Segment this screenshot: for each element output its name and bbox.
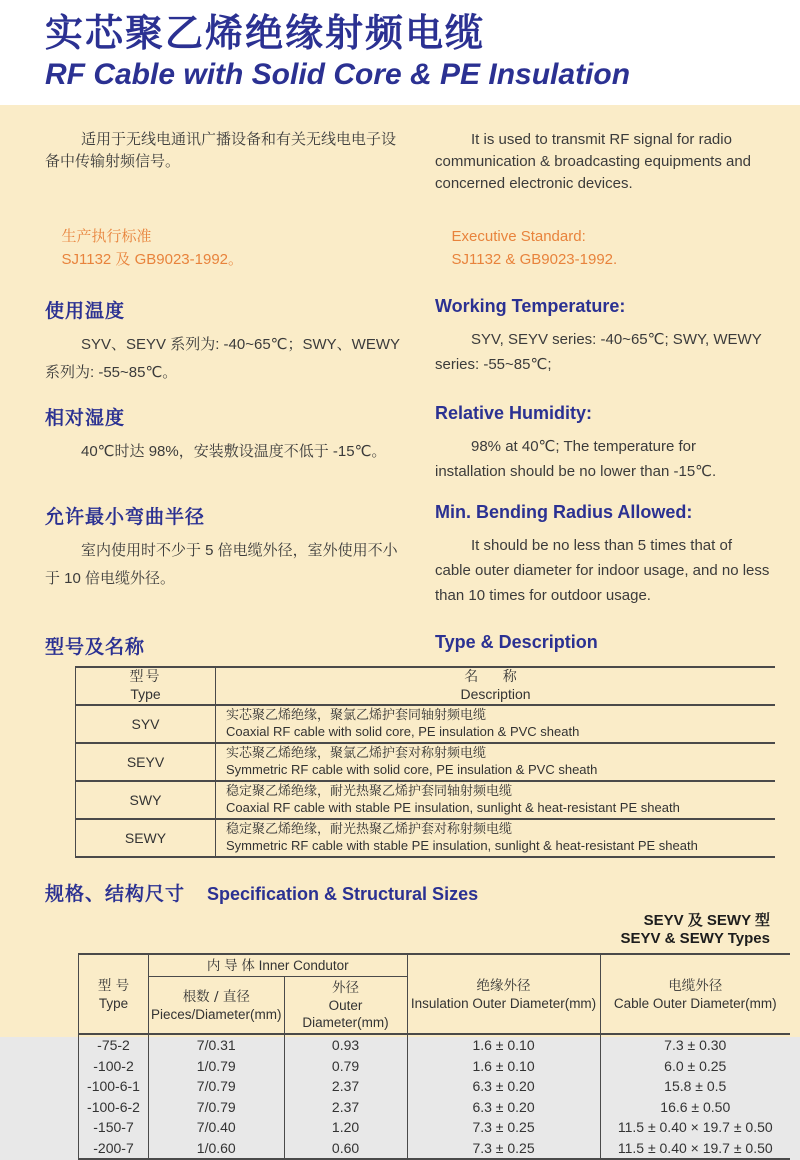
spec-pieces: 7/0.40 (149, 1117, 285, 1138)
standard-en (435, 225, 770, 271)
spec-table-header-row-1 (79, 954, 791, 977)
table-row (79, 1034, 791, 1056)
spec-insulation: 7.3 ± 0.25 (407, 1138, 600, 1160)
intro-paragraph-en: It is used to transmit RF signal for radio communication & broadcasting equipments and concerned electronic devices. (435, 131, 752, 192)
spec-cable: 16.6 ± 0.50 (600, 1097, 790, 1118)
spec-outer: 2.37 (284, 1076, 407, 1097)
working-temperature-heading-zh: 使用温度 (45, 300, 126, 322)
page-title-zh: 实芯聚乙烯绝缘射频电缆 (45, 11, 486, 55)
intro-row (45, 129, 770, 195)
spec-cable: 11.5 ± 0.40 × 19.7 ± 0.50 (600, 1138, 790, 1160)
spec-outer: 0.79 (284, 1056, 407, 1077)
spec-pieces: 7/0.79 (149, 1076, 285, 1097)
spec-pieces: 1/0.60 (149, 1138, 285, 1160)
cable-diameter-header (600, 954, 790, 1034)
description-column-header (216, 667, 776, 705)
page-title-en: RF Cable with Solid Core & PE Insulation (45, 58, 631, 91)
standard-zh (45, 225, 405, 271)
spec-subtitle (45, 912, 770, 948)
table-row (76, 819, 776, 857)
spec-cable: 6.0 ± 0.25 (600, 1056, 790, 1077)
relative-humidity-en (435, 403, 770, 484)
spec-type: -100-6-1 (79, 1076, 149, 1097)
bending-radius-body-en: It should be no less than 5 times that of cable outer diameter for indoor usage, and no less than 10 times for outdoor usage. (435, 537, 770, 604)
description-en: Symmetric RF cable with solid core, PE insulation & PVC sheath (226, 762, 598, 777)
standard-zh-value: SJ1132 及 GB9023-1992。 (61, 251, 244, 268)
working-temperature-body-en: SYV, SEYV series: -40~65℃; SWY, WEWY series: -55~85℃; (435, 331, 762, 373)
spec-type: -100-6-2 (79, 1097, 149, 1118)
spec-type: -150-7 (79, 1117, 149, 1138)
standard-en-value: SJ1132 & GB9023-1992. (451, 251, 618, 268)
spec-sizes-table (78, 953, 790, 1160)
cable-header-en: Cable Outer Diameter(mm) (613, 995, 777, 1011)
outer-diameter-header (284, 977, 407, 1035)
section-working-temperature (45, 296, 770, 387)
bending-radius-en (435, 502, 770, 608)
spec-insulation: 1.6 ± 0.10 (407, 1034, 600, 1056)
spec-type: -75-2 (79, 1034, 149, 1056)
inner-conductor-header: 内 导 体 Inner Condutor (149, 954, 408, 977)
spec-type-header-zh: 型 号 (97, 977, 130, 994)
table-row (79, 1097, 791, 1118)
type-table-heading-en: Type & Description (435, 632, 598, 652)
spec-insulation: 7.3 ± 0.25 (407, 1117, 600, 1138)
description-header-en: Description (460, 686, 531, 702)
page-content (0, 129, 800, 1160)
standard-row (45, 225, 770, 271)
description-en: Coaxial RF cable with solid core, PE insulation & PVC sheath (226, 724, 580, 739)
bending-radius-zh (45, 502, 405, 608)
type-column-header (76, 667, 216, 705)
standard-en-label: Executive Standard: (451, 228, 586, 245)
pieces-header-en: Pieces/Diameter(mm) (151, 1006, 282, 1022)
spec-insulation: 6.3 ± 0.20 (407, 1076, 600, 1097)
bending-radius-body-zh: 室内使用时不少于 5 倍电缆外径，室外使用不小于 10 倍电缆外径。 (45, 542, 398, 587)
cable-header-zh: 电缆外径 (668, 977, 723, 994)
relative-humidity-body-en: 98% at 40℃; The temperature for installation should be no lower than -15℃. (435, 438, 717, 480)
type-description-table (75, 666, 775, 858)
spec-insulation: 1.6 ± 0.10 (407, 1056, 600, 1077)
insulation-header-en: Insulation Outer Diameter(mm) (410, 995, 597, 1011)
spec-type-header (79, 954, 149, 1034)
spec-heading-row (45, 879, 770, 906)
table-row (76, 781, 776, 819)
section-bending-radius (45, 502, 770, 608)
working-temperature-heading-en: Working Temperature: (435, 296, 626, 316)
relative-humidity-body-zh: 40℃时达 98%，安装敷设温度不低于 -15℃。 (81, 443, 387, 460)
type-table-heading-zh: 型号及名称 (45, 636, 146, 658)
working-temperature-en (435, 296, 770, 387)
intro-paragraph-zh: 适用于无线电通讯广播设备和有关无线电电子设备中传输射频信号。 (45, 131, 397, 170)
description-en: Symmetric RF cable with stable PE insulation, sunlight & heat-resistant PE sheath (226, 838, 698, 853)
cable-description (216, 743, 776, 781)
spec-outer: 1.20 (284, 1117, 407, 1138)
description-zh: 稳定聚乙烯绝缘，耐光热聚乙烯护套对称射频电缆 (226, 822, 513, 837)
description-header-zh: 名 称 (464, 669, 527, 685)
type-table-heading-row (45, 632, 770, 659)
cable-type: SYV (76, 705, 216, 743)
relative-humidity-heading-en: Relative Humidity: (435, 403, 593, 423)
spec-insulation: 6.3 ± 0.20 (407, 1097, 600, 1118)
type-header-zh: 型号 (129, 669, 162, 685)
description-zh: 稳定聚乙烯绝缘，耐光热聚乙烯护套同轴射频电缆 (226, 784, 513, 799)
title-block (0, 0, 800, 105)
table-row (76, 743, 776, 781)
working-temperature-zh (45, 296, 405, 387)
spec-heading-zh: 规格、结构尺寸 (45, 883, 186, 905)
bending-radius-heading-en: Min. Bending Radius Allowed: (435, 502, 693, 522)
insulation-diameter-header (407, 954, 600, 1034)
table-row (79, 1138, 791, 1160)
spec-heading-en: Specification & Structural Sizes (207, 884, 479, 904)
relative-humidity-heading-zh: 相对湿度 (45, 407, 126, 429)
type-table-header-row (76, 667, 776, 705)
working-temperature-body-zh: SYV、SEYV 系列为: -40~65℃；SWY、WEWY 系列为: -55~85℃。 (45, 336, 400, 381)
relative-humidity-zh (45, 403, 405, 484)
section-relative-humidity (45, 403, 770, 484)
cable-type: SEYV (76, 743, 216, 781)
cable-description (216, 781, 776, 819)
spec-outer: 2.37 (284, 1097, 407, 1118)
outer-header-zh: 外径 (332, 980, 360, 996)
cable-type: SWY (76, 781, 216, 819)
table-row (76, 705, 776, 743)
table-row (79, 1056, 791, 1077)
spec-type: -200-7 (79, 1138, 149, 1160)
insulation-header-zh: 绝缘外径 (476, 977, 531, 994)
spec-outer: 0.93 (284, 1034, 407, 1056)
spec-cable: 11.5 ± 0.40 × 19.7 ± 0.50 (600, 1117, 790, 1138)
spec-cable: 7.3 ± 0.30 (600, 1034, 790, 1056)
bending-radius-heading-zh: 允许最小弯曲半径 (45, 506, 206, 528)
spec-type: -100-2 (79, 1056, 149, 1077)
cable-description (216, 705, 776, 743)
spec-subtitle-zh: SEYV 及 SEWY 型 (643, 912, 770, 929)
spec-subtitle-en: SEYV & SEWY Types (620, 930, 770, 947)
description-zh: 实芯聚乙烯绝缘，聚氯乙烯护套对称射频电缆 (226, 746, 487, 761)
description-zh: 实芯聚乙烯绝缘，聚氯乙烯护套同轴射频电缆 (226, 708, 487, 723)
table-row (79, 1076, 791, 1097)
spec-type-header-en: Type (98, 995, 129, 1011)
spec-pieces: 1/0.79 (149, 1056, 285, 1077)
spec-pieces: 7/0.31 (149, 1034, 285, 1056)
pieces-header-zh: 根数 / 直径 (182, 988, 250, 1005)
spec-outer: 0.60 (284, 1138, 407, 1160)
cable-type: SEWY (76, 819, 216, 857)
standard-zh-label: 生产执行标准 (61, 228, 152, 245)
table-row (79, 1117, 791, 1138)
type-header-en: Type (130, 686, 161, 702)
spec-cable: 15.8 ± 0.5 (600, 1076, 790, 1097)
description-en: Coaxial RF cable with stable PE insulation, sunlight & heat-resistant PE sheath (226, 800, 680, 815)
outer-header-en: Outer Diameter(mm) (302, 998, 389, 1030)
spec-pieces: 7/0.79 (149, 1097, 285, 1118)
pieces-diameter-header (149, 977, 285, 1035)
cable-description (216, 819, 776, 857)
